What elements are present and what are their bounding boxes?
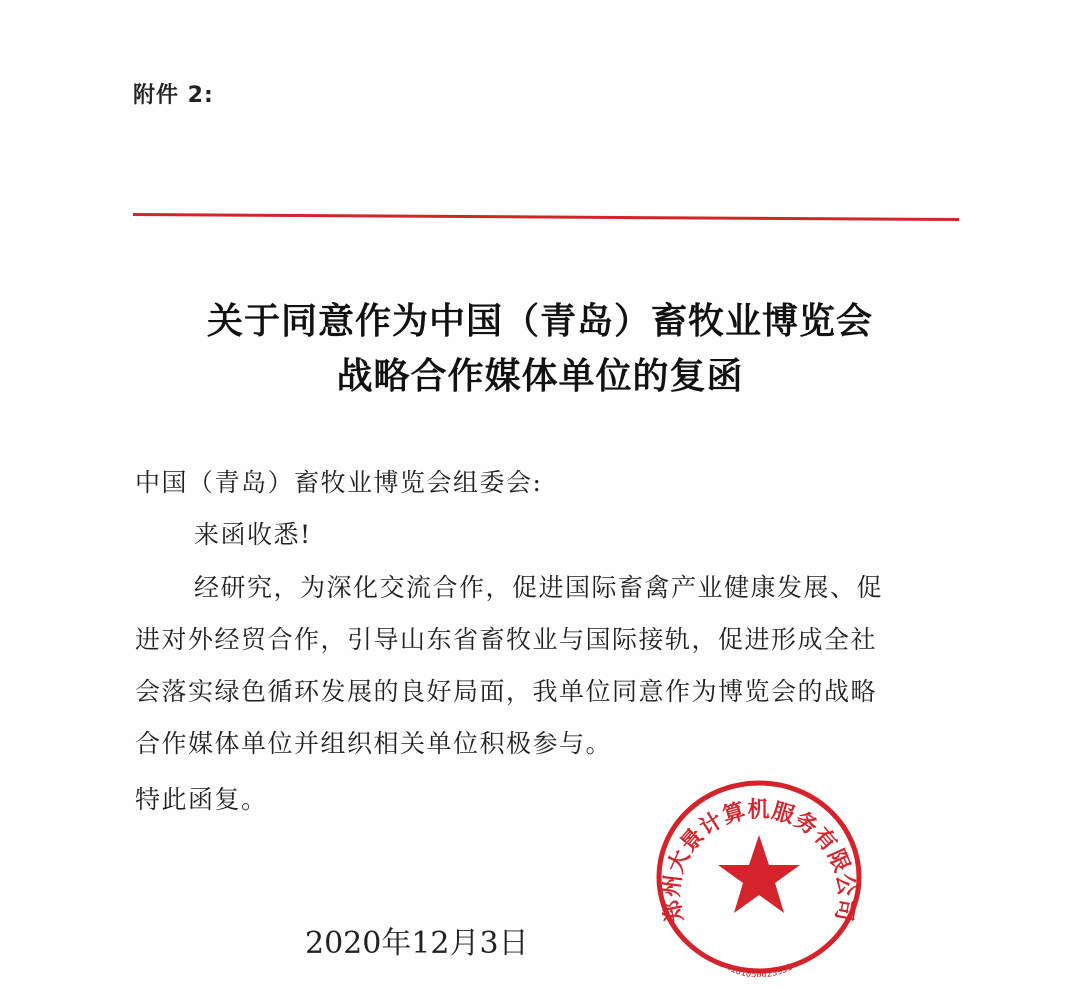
seal-ring-text: 郑州大景计算机服务有限公司	[659, 798, 859, 924]
seal-star-icon	[718, 835, 800, 913]
attachment-label: 附件 2:	[133, 83, 214, 108]
paragraph-line: 合作媒体单位并组织相关单位积极参与。	[135, 729, 613, 758]
signature-date: 2020年12月3日	[305, 926, 529, 961]
recipient: 中国（青岛）畜牧业博览会组委会:	[135, 468, 543, 497]
seal-code: 4101050023931	[723, 962, 795, 977]
received-note: 来函收悉!	[194, 520, 312, 549]
title-line-1: 关于同意作为中国（青岛）畜牧业博览会	[206, 301, 873, 342]
red-divider	[133, 213, 959, 221]
paragraph-line: 经研究，为深化交流合作，促进国际畜禽产业健康发展、促	[194, 573, 884, 602]
title-line-2: 战略合作媒体单位的复函	[336, 356, 744, 397]
closing-remark: 特此函复。	[135, 785, 268, 814]
paragraph-line: 进对外经贸合作，引导山东省畜牧业与国际接轨，促进形成全社	[135, 625, 878, 654]
company-seal	[649, 777, 869, 977]
paragraph-line: 会落实绿色循环发展的良好局面，我单位同意作为博览会的战略	[135, 677, 878, 706]
